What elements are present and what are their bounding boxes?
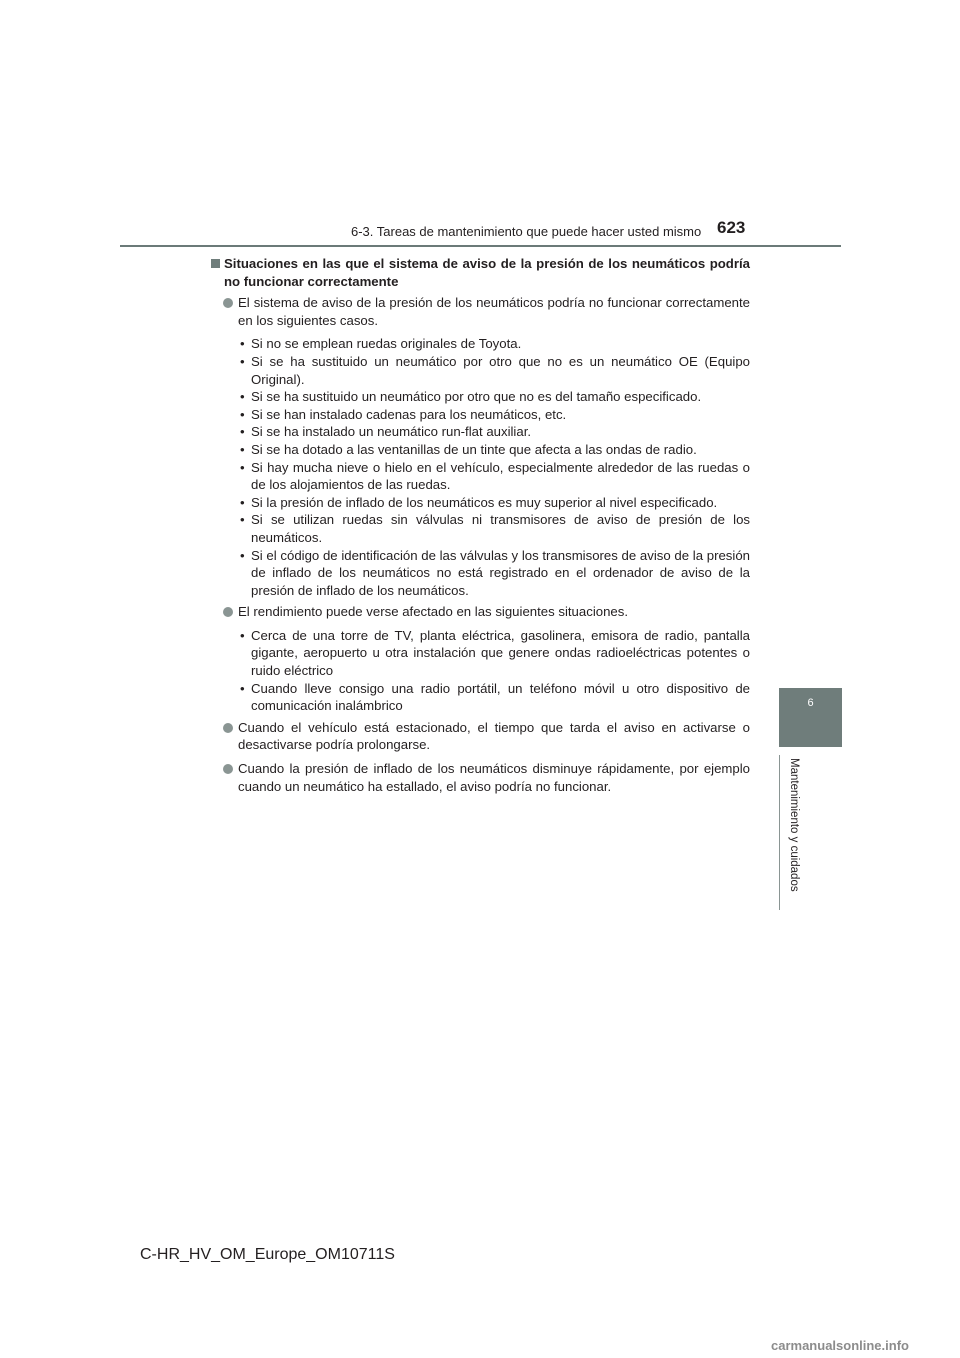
sub-item-text: Cuando lleve consigo una radio portátil, un teléfono móvil u otro dispositivo de comunicación inalámbrico [251, 680, 750, 714]
sub-item-text: Si hay mucha nieve o hielo en el vehículo, especialmente alrededor de las ruedas o de los alojamientos de las ruedas. [251, 459, 750, 493]
sub-list-item [210, 627, 750, 680]
sub-list-item [210, 459, 750, 494]
running-header: 6-3. Tareas de mantenimiento que puede hacer usted mismo [351, 224, 702, 239]
sub-item-text: Si se ha dotado a las ventanillas de un tinte que afecta a las ondas de radio. [251, 441, 697, 457]
dot-bullet-icon: • [240, 494, 245, 510]
sub-item-text: Si el código de identificación de las válvulas y los transmisores de aviso de la presión de inflado de los neumáticos no está registrado en el ordenador de aviso de la presión de inflado de los neumáticos. [251, 547, 750, 598]
item-text: Cuando el vehículo está estacionado, el tiempo que tarda el aviso en activarse o desactivarse podría prolongarse. [238, 719, 750, 753]
sub-list-item [210, 388, 750, 406]
sub-list [210, 335, 750, 599]
item-text: El rendimiento puede verse afectado en las siguientes situaciones. [238, 604, 629, 620]
sub-item-text: Si se han instalado cadenas para los neumáticos, etc. [251, 406, 567, 422]
dot-bullet-icon: • [240, 627, 245, 643]
dot-bullet-icon: • [240, 424, 245, 440]
section-heading [210, 255, 750, 290]
sub-item-text: Si se ha instalado un neumático run-flat auxiliar. [251, 424, 532, 440]
circle-bullet-icon [223, 723, 233, 733]
dot-bullet-icon: • [240, 389, 245, 405]
sub-item-text: Si se ha sustituido un neumático por otro que no es del tamaño especificado. [251, 389, 702, 405]
sub-item-text: Si se ha sustituido un neumático por otro que no es un neumático OE (Equipo Original). [251, 353, 750, 387]
list-item [210, 760, 750, 795]
circle-bullet-icon [223, 764, 233, 774]
sub-list-item [210, 680, 750, 715]
page-number: 623 [717, 218, 746, 237]
sub-list-item [210, 511, 750, 546]
dot-bullet-icon: • [240, 459, 245, 475]
list-item [210, 719, 750, 754]
square-bullet-icon [211, 259, 220, 268]
header-divider [120, 245, 841, 247]
sub-list-item [210, 335, 750, 353]
dot-bullet-icon: • [240, 336, 245, 352]
sub-list-item [210, 494, 750, 512]
circle-bullet-icon [223, 298, 233, 308]
dot-bullet-icon: • [240, 512, 245, 528]
sub-list-item [210, 441, 750, 459]
chapter-tab [779, 688, 842, 747]
circle-bullet-icon [223, 607, 233, 617]
sub-list [210, 627, 750, 715]
sub-item-text: Cerca de una torre de TV, planta eléctrica, gasolinera, emisora de radio, pantalla gigante, aeropuerto u otra instalación que genere ondas radioeléctricas potentes o ruido eléctrico [251, 627, 750, 679]
item-text: Cuando la presión de inflado de los neumáticos disminuye rápidamente, por ejemplo cuando un neumático ha estallado, el aviso podría no funcionar. [238, 761, 750, 794]
dot-bullet-icon: • [240, 680, 245, 696]
section-heading-text: Situaciones en las que el sistema de aviso de la presión de los neumáticos podría no funcionar correctamente [224, 256, 750, 289]
dot-bullet-icon: • [240, 547, 245, 563]
list-item [210, 294, 750, 329]
dot-bullet-icon: • [240, 441, 245, 457]
sub-list-item [210, 406, 750, 424]
dot-bullet-icon: • [240, 353, 245, 369]
document-code: C-HR_HV_OM_Europe_OM10711S [140, 1246, 395, 1263]
chapter-label: Mantenimiento y cuidados [788, 758, 800, 892]
main-content [210, 255, 750, 795]
sub-item-text: Si no se emplean ruedas originales de Toyota. [251, 336, 522, 352]
dot-bullet-icon: • [240, 406, 245, 422]
chapter-number: 6 [807, 697, 814, 709]
sub-list-item [210, 423, 750, 441]
sub-item-text: Si se utilizan ruedas sin válvulas ni transmisores de aviso de presión de los neumáticos. [251, 512, 750, 545]
list-item [210, 603, 750, 621]
sub-list-item [210, 547, 750, 600]
sub-item-text: Si la presión de inflado de los neumáticos es muy superior al nivel especificado. [251, 494, 718, 510]
item-text: El sistema de aviso de la presión de los neumáticos podría no funcionar correctamente en los siguientes casos. [238, 295, 750, 328]
watermark: carmanualsonline.info [771, 1338, 909, 1353]
sub-list-item [210, 353, 750, 388]
side-divider [779, 755, 780, 910]
